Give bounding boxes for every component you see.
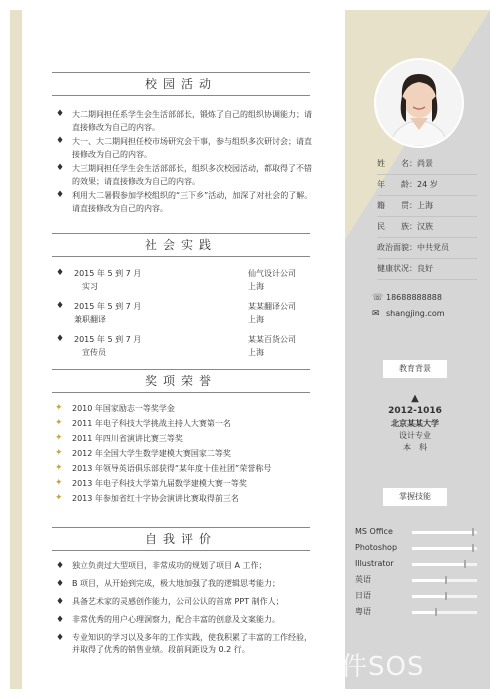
list-item — [52, 431, 314, 446]
star-bullet-icon: ✦ — [55, 418, 63, 428]
self-item-text: 独立负责过大型项目，非常成功的规划了项目 A 工作； — [72, 561, 267, 570]
phone-row — [372, 290, 445, 306]
list-item — [52, 135, 314, 161]
list-item — [52, 491, 314, 506]
list-item — [52, 560, 314, 572]
graduation-cap-icon: ▲ — [411, 393, 419, 404]
star-bullet-icon: ✦ — [55, 478, 63, 488]
skill-bar — [412, 579, 477, 582]
profile-row: 民 族：汉族 — [377, 217, 477, 238]
diamond-bullet-icon: ♦ — [56, 633, 65, 643]
award-text: 2013 年参加省红十字协会演讲比赛取得前三名 — [72, 494, 239, 503]
practice-city: 上海 — [248, 315, 264, 324]
award-text: 2012 年全国大学生数学建模大赛国家二等奖 — [72, 449, 231, 458]
skill-bar-fill — [412, 611, 435, 614]
self-item-text: 具备艺术家的灵感创作能力，公司公认的首席 PPT 制作人； — [72, 597, 284, 606]
avatar — [374, 58, 464, 148]
section-title-awards: 奖项荣誉 — [52, 369, 310, 393]
practice-date: 2015 年 5 到 7 月 — [74, 302, 142, 311]
list-item — [52, 162, 314, 188]
skill-row — [355, 573, 485, 589]
email-row — [372, 306, 445, 322]
practice-city: 上海 — [248, 282, 264, 291]
practice-date: 2015 年 5 到 7 月 — [74, 269, 142, 278]
self-item-text: 非常优秀的用户心理洞察力，配合丰富的创意及文案能力。 — [72, 615, 280, 624]
skill-bar-knob — [472, 544, 474, 552]
diamond-bullet-icon: ♦ — [56, 597, 65, 607]
practice-city: 上海 — [248, 348, 264, 357]
list-item — [52, 632, 314, 656]
star-bullet-icon: ✦ — [55, 493, 63, 503]
avatar-portrait-image — [376, 60, 462, 146]
star-bullet-icon: ✦ — [55, 433, 63, 443]
skills-list — [355, 525, 485, 621]
star-bullet-icon: ✦ — [55, 403, 63, 413]
skill-bar-knob — [445, 576, 447, 584]
list-item — [52, 446, 314, 461]
self-item-text: B 项目，从开始到完成，极大地加强了我的逻辑思考能力； — [72, 579, 281, 588]
section-title-self: 自我评价 — [52, 527, 310, 551]
practice-list — [52, 268, 314, 367]
list-item — [52, 189, 314, 215]
skill-bar-knob — [464, 560, 466, 568]
phone-value: 18688888888 — [386, 293, 442, 302]
profile-row: 政治面貌：中共党员 — [377, 238, 477, 259]
campus-list — [52, 108, 314, 216]
skill-row — [355, 589, 485, 605]
skill-bar-fill — [412, 595, 445, 598]
practice-company: 仙气设计公司 — [248, 269, 296, 278]
practice-date: 2015 年 5 到 7 月 — [74, 335, 142, 344]
education-degree: 本 科 — [403, 443, 427, 452]
skill-row — [355, 541, 485, 557]
skill-bar — [412, 531, 477, 534]
campus-item-text: 利用大二暑假参加学校组织的“三下乡”活动，加深了对社会的了解。请直接修改为自己的内容。 — [72, 191, 313, 213]
skill-name: Illustrator — [355, 559, 394, 568]
profile-row: 健康状况：良好 — [377, 259, 477, 280]
skill-bar-fill — [412, 547, 472, 550]
diamond-bullet-icon: ♦ — [56, 301, 65, 311]
list-item — [52, 301, 314, 334]
watermark: 软件SOS — [314, 652, 425, 682]
practice-company: 某某百货公司 — [248, 335, 296, 344]
skill-bar-knob — [472, 528, 474, 536]
award-text: 2013 年电子科技大学第九届数学建模大赛一等奖 — [72, 479, 247, 488]
skill-bar — [412, 563, 477, 566]
list-item — [52, 401, 314, 416]
list-item — [52, 476, 314, 491]
award-text: 2010 年国家励志一等奖学金 — [72, 404, 175, 413]
profile-info — [377, 154, 477, 280]
star-bullet-icon: ✦ — [55, 463, 63, 473]
education-years: 2012-1016 — [388, 406, 442, 416]
diamond-bullet-icon: ♦ — [56, 334, 65, 344]
skill-row — [355, 557, 485, 573]
education-tag: 教育背景 — [383, 360, 447, 378]
skill-name: 粤语 — [355, 607, 371, 616]
contact-info — [372, 290, 445, 322]
skill-bar-fill — [412, 563, 464, 566]
skill-bar-fill — [412, 579, 445, 582]
section-title-practice: 社会实践 — [52, 233, 310, 257]
email-value: shangjing.com — [386, 309, 445, 318]
profile-row: 籍 贯：上海 — [377, 196, 477, 217]
award-text: 2011 年电子科技大学挑战主持人大赛第一名 — [72, 419, 231, 428]
skill-name: Photoshop — [355, 543, 398, 552]
email-icon: ✉ — [372, 309, 380, 319]
diamond-bullet-icon: ♦ — [56, 615, 65, 625]
phone-icon: ☏ — [372, 293, 384, 303]
list-item — [52, 108, 314, 134]
diamond-bullet-icon: ♦ — [56, 109, 65, 119]
practice-role: 兼职翻译 — [74, 315, 106, 324]
left-accent-strip — [10, 10, 22, 689]
skill-name: MS Office — [355, 527, 393, 536]
self-item-text: 专业知识的学习以及多年的工作实践，使我积累了丰富的工作经验，并取得了优秀的销售业绩。段前间距设为 0.2 行。 — [72, 633, 312, 654]
skill-bar-fill — [412, 531, 472, 534]
diamond-bullet-icon: ♦ — [56, 561, 65, 571]
award-text: 2011 年四川省演讲比赛三等奖 — [72, 434, 183, 443]
self-evaluation-list — [52, 560, 314, 657]
star-bullet-icon: ✦ — [55, 448, 63, 458]
skill-bar — [412, 547, 477, 550]
list-item — [52, 268, 314, 301]
skill-bar-knob — [445, 592, 447, 600]
section-title-campus: 校园活动 — [52, 72, 310, 96]
profile-row: 年 龄：24 岁 — [377, 175, 477, 196]
list-item — [52, 578, 314, 590]
skill-name: 英语 — [355, 575, 371, 584]
campus-item-text: 大二期间担任系学生会生活部部长，锻炼了自己的组织协调能力；请直接修改为自己的内容。 — [72, 110, 312, 132]
practice-role: 宣传员 — [82, 348, 106, 357]
list-item — [52, 614, 314, 626]
campus-item-text: 大三期间担任学生会生活部部长，组织多次校园活动，都取得了不错的效果；请直接修改为自己的内容。 — [72, 164, 312, 186]
list-item — [52, 461, 314, 476]
skills-tag: 掌握技能 — [383, 488, 447, 506]
education-major: 设计专业 — [399, 431, 431, 440]
skill-bar — [412, 611, 477, 614]
education-block — [375, 393, 455, 454]
award-text: 2013 年领导英语俱乐部获得“某年度十佳社团”荣誉称号 — [72, 464, 272, 473]
awards-list — [52, 401, 314, 506]
diamond-bullet-icon: ♦ — [56, 268, 65, 278]
profile-row: 姓 名：尚景 — [377, 154, 477, 175]
campus-item-text: 大一、大二期间担任校市场研究会干事，参与组织多次研讨会；请直接修改为自己的内容。 — [72, 137, 312, 159]
list-item — [52, 596, 314, 608]
diamond-bullet-icon: ♦ — [56, 163, 65, 173]
skill-bar — [412, 595, 477, 598]
diamond-bullet-icon: ♦ — [56, 579, 65, 589]
practice-company: 某某翻译公司 — [248, 302, 296, 311]
skill-bar-knob — [435, 608, 437, 616]
diamond-bullet-icon: ♦ — [56, 190, 65, 200]
list-item — [52, 334, 314, 367]
skill-row — [355, 605, 485, 621]
practice-role: 实习 — [82, 282, 98, 291]
skill-row — [355, 525, 485, 541]
list-item — [52, 416, 314, 431]
diamond-bullet-icon: ♦ — [56, 136, 65, 146]
skill-name: 日语 — [355, 591, 371, 600]
education-school: 北京某某大学 — [391, 419, 439, 428]
